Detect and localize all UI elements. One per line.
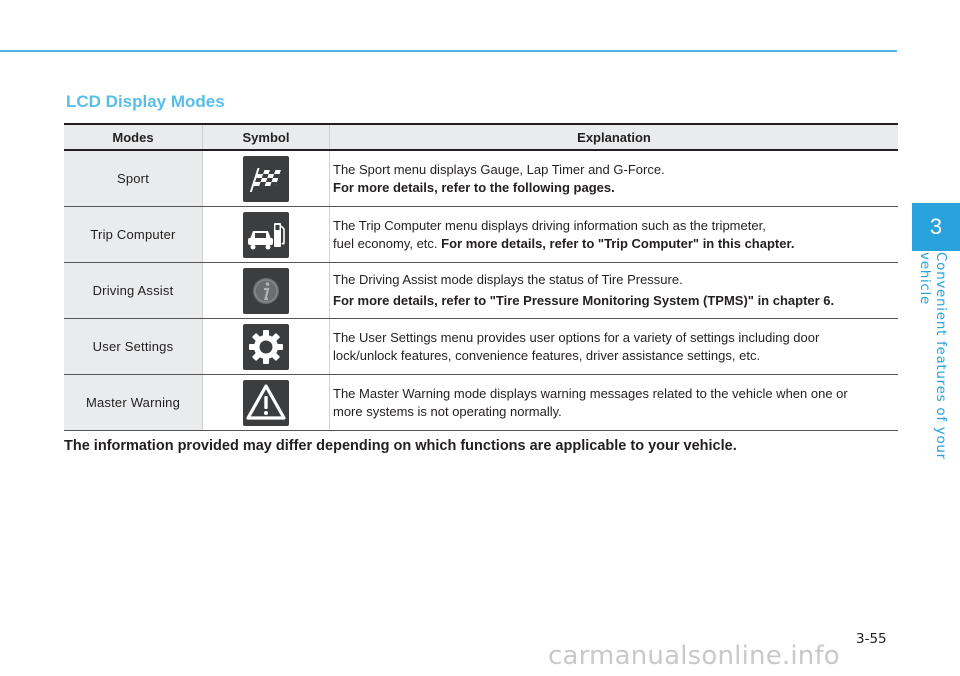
mode-cell: Sport [64,150,203,207]
explanation-cell [330,263,899,319]
explanation-cell [330,150,899,207]
modes-table [64,123,898,431]
symbol-cell [203,150,330,207]
mode-cell: Driving Assist [64,263,203,319]
symbol-cell [203,207,330,263]
footnote: The information provided may differ depending on which functions are applicable to your vehicle. [64,438,737,454]
table-row [64,150,898,207]
explanation-line: lock/unlock features, convenience features, driver assistance settings, etc. [333,347,761,363]
info-icon [243,268,289,314]
explanation-line: more systems is not operating normally. [333,403,562,419]
table-row [64,263,898,319]
explanation-line: For more details, refer to "Tire Pressure Monitoring System (TPMS)" in chapter 6. [333,293,835,308]
mode-cell: User Settings [64,319,203,375]
mode-cell: Master Warning [64,375,203,431]
chapter-number: 3 [929,214,943,239]
explanation-line: The User Settings menu provides user options for a variety of settings including door [333,329,820,345]
car-fuel-pump-icon [243,212,289,258]
table-header-row [64,124,898,150]
table-row [64,207,898,263]
gear-icon [243,324,289,370]
table-row [64,375,898,431]
table-row [64,319,898,375]
chapter-label: Convenient features of your vehicle [917,252,949,460]
explanation-line: The Sport menu displays Gauge, Lap Timer and G-Force. [333,161,665,177]
section-title: LCD Display Modes [66,92,225,111]
explanation-cell [330,319,899,375]
column-header-modes: Modes [64,124,203,150]
explanation-cell [330,375,899,431]
watermark: carmanualsonline.info [548,641,840,671]
chapter-tab [912,203,960,251]
checkered-flag-icon [243,156,289,202]
page-number: 3-55 [856,631,887,647]
explanation-line: The Driving Assist mode displays the status of Tire Pressure. [333,272,683,287]
column-header-explanation: Explanation [330,124,899,150]
explanation-line: The Master Warning mode displays warning messages related to the vehicle when one or [333,385,848,401]
explanation-line: For more details, refer to the following pages. [333,179,615,195]
symbol-cell [203,375,330,431]
top-rule [0,50,897,52]
explanation-line: fuel economy, etc. For more details, refer to "Trip Computer" in this chapter. [333,235,795,251]
explanation-line: The Trip Computer menu displays driving information such as the tripmeter, [333,217,766,233]
mode-cell: Trip Computer [64,207,203,263]
column-header-symbol: Symbol [203,124,330,150]
symbol-cell [203,263,330,319]
explanation-cell [330,207,899,263]
symbol-cell [203,319,330,375]
warning-triangle-icon [243,380,289,426]
